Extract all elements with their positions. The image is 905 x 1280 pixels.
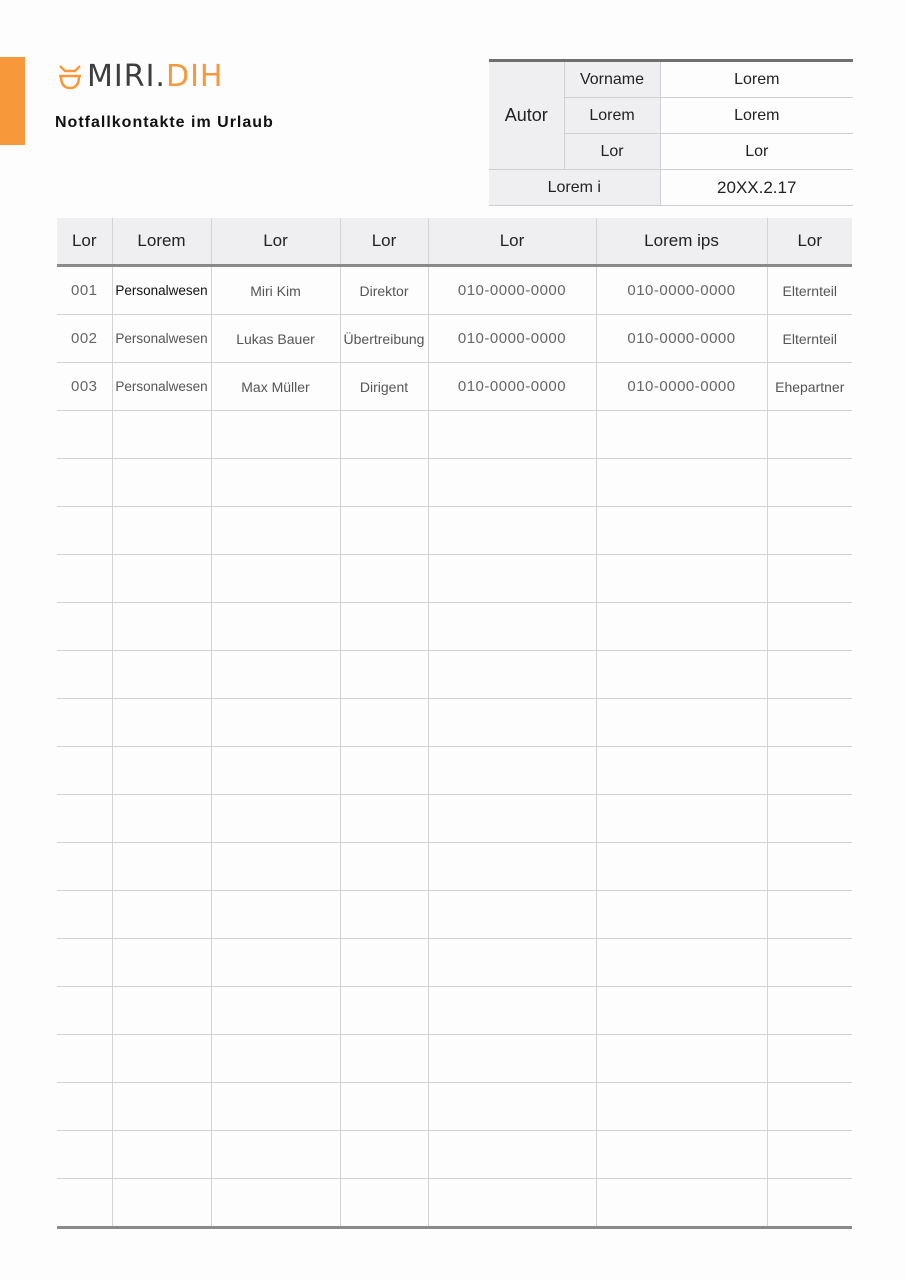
empty-cell[interactable] [767,603,852,651]
table-row-empty [57,651,852,699]
empty-cell[interactable] [596,795,767,843]
cell-relationship[interactable]: Elternteil [767,315,852,363]
table-row [57,315,852,363]
empty-cell[interactable] [57,699,112,747]
empty-cell[interactable] [340,747,428,795]
info-value[interactable]: Lorem [660,98,853,134]
empty-cell[interactable] [57,411,112,459]
empty-cell[interactable] [767,555,852,603]
empty-cell[interactable] [767,651,852,699]
table-row-empty [57,555,852,603]
empty-cell[interactable] [112,507,211,555]
empty-cell[interactable] [596,1035,767,1083]
empty-cell[interactable] [211,1131,340,1179]
column-header: Lor [340,218,428,266]
empty-cell[interactable] [112,987,211,1035]
table-row-empty [57,699,852,747]
table-row-empty [57,1131,852,1179]
empty-cell[interactable] [112,843,211,891]
empty-cell[interactable] [112,459,211,507]
empty-cell[interactable] [767,795,852,843]
table-row-empty [57,1179,852,1228]
empty-cell[interactable] [57,555,112,603]
cell-position[interactable]: Übertreibung [340,315,428,363]
empty-cell[interactable] [340,1179,428,1228]
brand-name-suffix: DIH [165,59,224,94]
empty-cell[interactable] [57,1179,112,1228]
empty-cell[interactable] [428,795,596,843]
cell-department[interactable]: Personalwesen [112,315,211,363]
empty-cell[interactable] [428,747,596,795]
empty-cell[interactable] [340,411,428,459]
cell-emergency-phone[interactable]: 010-0000-0000 [596,266,767,315]
empty-cell[interactable] [112,651,211,699]
empty-cell[interactable] [211,555,340,603]
empty-cell[interactable] [428,555,596,603]
empty-cell[interactable] [340,507,428,555]
empty-cell[interactable] [596,699,767,747]
empty-cell[interactable] [57,651,112,699]
info-value[interactable]: Lorem [660,61,853,98]
empty-cell[interactable] [211,939,340,987]
info-label: Lor [564,134,660,170]
empty-cell[interactable] [428,603,596,651]
empty-cell[interactable] [428,1083,596,1131]
empty-cell[interactable] [57,891,112,939]
cat-face-icon [57,63,83,91]
cell-relationship[interactable]: Ehepartner [767,363,852,411]
empty-cell[interactable] [596,651,767,699]
empty-cell[interactable] [767,699,852,747]
empty-cell[interactable] [340,939,428,987]
empty-cell[interactable] [767,459,852,507]
table-row-empty [57,747,852,795]
empty-cell[interactable] [340,891,428,939]
empty-cell[interactable] [340,699,428,747]
empty-cell[interactable] [112,1083,211,1131]
empty-cell[interactable] [340,459,428,507]
empty-cell[interactable] [112,1179,211,1228]
empty-cell[interactable] [596,1083,767,1131]
empty-cell[interactable] [112,555,211,603]
empty-cell[interactable] [596,459,767,507]
empty-cell[interactable] [596,987,767,1035]
table-row-empty [57,1035,852,1083]
table-header-row [57,218,852,266]
empty-cell[interactable] [596,939,767,987]
cell-position[interactable]: Dirigent [340,363,428,411]
column-header: Lor [428,218,596,266]
empty-cell[interactable] [428,699,596,747]
column-header: Lor [57,218,112,266]
empty-cell[interactable] [340,795,428,843]
empty-cell[interactable] [428,1035,596,1083]
cell-relationship[interactable]: Elternteil [767,266,852,315]
empty-cell[interactable] [112,795,211,843]
empty-cell[interactable] [57,603,112,651]
empty-cell[interactable] [767,1131,852,1179]
empty-cell[interactable] [57,795,112,843]
cell-phone[interactable]: 010-0000-0000 [428,363,596,411]
empty-cell[interactable] [112,603,211,651]
cell-name[interactable]: Lukas Bauer [211,315,340,363]
empty-cell[interactable] [596,1179,767,1228]
info-label: Vorname [564,61,660,98]
empty-cell[interactable] [57,507,112,555]
table-row-empty [57,939,852,987]
cell-number[interactable]: 001 [57,266,112,315]
empty-cell[interactable] [596,843,767,891]
empty-cell[interactable] [767,507,852,555]
author-label: Autor [489,61,564,170]
empty-cell[interactable] [211,459,340,507]
brand-name: MIRI. [87,59,166,94]
cell-number[interactable]: 002 [57,315,112,363]
empty-cell[interactable] [767,891,852,939]
empty-cell[interactable] [428,411,596,459]
empty-cell[interactable] [340,603,428,651]
empty-cell[interactable] [428,651,596,699]
cell-number[interactable]: 003 [57,363,112,411]
cell-name[interactable]: Max Müller [211,363,340,411]
empty-cell[interactable] [428,1179,596,1228]
empty-cell[interactable] [211,1083,340,1131]
empty-cell[interactable] [428,843,596,891]
empty-cell[interactable] [428,939,596,987]
cell-department[interactable]: Personalwesen [112,266,211,315]
empty-cell[interactable] [596,507,767,555]
empty-cell[interactable] [596,747,767,795]
column-header: Lorem [112,218,211,266]
empty-cell[interactable] [211,603,340,651]
accent-bar [0,57,25,145]
empty-cell[interactable] [428,987,596,1035]
empty-cell[interactable] [340,651,428,699]
empty-cell[interactable] [112,411,211,459]
table-row-empty [57,507,852,555]
empty-cell[interactable] [112,891,211,939]
table-row-empty [57,987,852,1035]
empty-cell[interactable] [596,555,767,603]
table-row-empty [57,843,852,891]
empty-cell[interactable] [767,411,852,459]
empty-cell[interactable] [428,891,596,939]
empty-cell[interactable] [211,699,340,747]
date-value[interactable]: 20XX.2.17 [660,170,853,206]
table-row-empty [57,891,852,939]
empty-cell[interactable] [340,843,428,891]
empty-cell[interactable] [340,555,428,603]
empty-cell[interactable] [767,1035,852,1083]
table-row-empty [57,411,852,459]
empty-cell[interactable] [112,939,211,987]
empty-cell[interactable] [767,747,852,795]
empty-cell[interactable] [428,507,596,555]
empty-cell[interactable] [57,843,112,891]
table-row-empty [57,459,852,507]
cell-department[interactable]: Personalwesen [112,363,211,411]
cell-phone[interactable]: 010-0000-0000 [428,266,596,315]
empty-cell[interactable] [767,1083,852,1131]
empty-cell[interactable] [596,891,767,939]
empty-cell[interactable] [767,987,852,1035]
empty-cell[interactable] [112,699,211,747]
empty-cell[interactable] [112,1035,211,1083]
empty-cell[interactable] [112,747,211,795]
empty-cell[interactable] [211,987,340,1035]
empty-cell[interactable] [211,1179,340,1228]
column-header: Lor [211,218,340,266]
empty-cell[interactable] [340,1131,428,1179]
contacts-table [57,218,852,1229]
empty-cell[interactable] [211,411,340,459]
empty-cell[interactable] [57,747,112,795]
empty-cell[interactable] [57,987,112,1035]
column-header: Lorem ips [596,218,767,266]
empty-cell[interactable] [428,459,596,507]
empty-cell[interactable] [211,507,340,555]
cell-phone[interactable]: 010-0000-0000 [428,315,596,363]
empty-cell[interactable] [428,1131,596,1179]
empty-cell[interactable] [57,1083,112,1131]
empty-cell[interactable] [211,651,340,699]
empty-cell[interactable] [211,795,340,843]
empty-cell[interactable] [57,459,112,507]
info-label: Lorem [564,98,660,134]
empty-cell[interactable] [340,987,428,1035]
table-row-empty [57,795,852,843]
table-row-empty [57,1083,852,1131]
empty-cell[interactable] [57,939,112,987]
document-title: Notfallkontakte im Urlaub [55,114,274,131]
empty-cell[interactable] [340,1083,428,1131]
date-label: Lorem i [489,170,660,206]
empty-cell[interactable] [767,1179,852,1228]
table-row [57,266,852,315]
empty-cell[interactable] [57,1131,112,1179]
cell-emergency-phone[interactable]: 010-0000-0000 [596,363,767,411]
empty-cell[interactable] [211,843,340,891]
brand-logo [57,60,223,94]
author-info-table [489,59,853,206]
empty-cell[interactable] [211,891,340,939]
table-row [57,363,852,411]
column-header: Lor [767,218,852,266]
empty-cell[interactable] [767,843,852,891]
empty-cell[interactable] [211,1035,340,1083]
table-row-empty [57,603,852,651]
empty-cell[interactable] [57,1035,112,1083]
empty-cell[interactable] [596,411,767,459]
cell-name[interactable]: Miri Kim [211,266,340,315]
empty-cell[interactable] [112,1131,211,1179]
empty-cell[interactable] [596,1131,767,1179]
empty-cell[interactable] [340,1035,428,1083]
empty-cell[interactable] [596,603,767,651]
cell-position[interactable]: Direktor [340,266,428,315]
empty-cell[interactable] [767,939,852,987]
info-value[interactable]: Lor [660,134,853,170]
empty-cell[interactable] [211,747,340,795]
cell-emergency-phone[interactable]: 010-0000-0000 [596,315,767,363]
